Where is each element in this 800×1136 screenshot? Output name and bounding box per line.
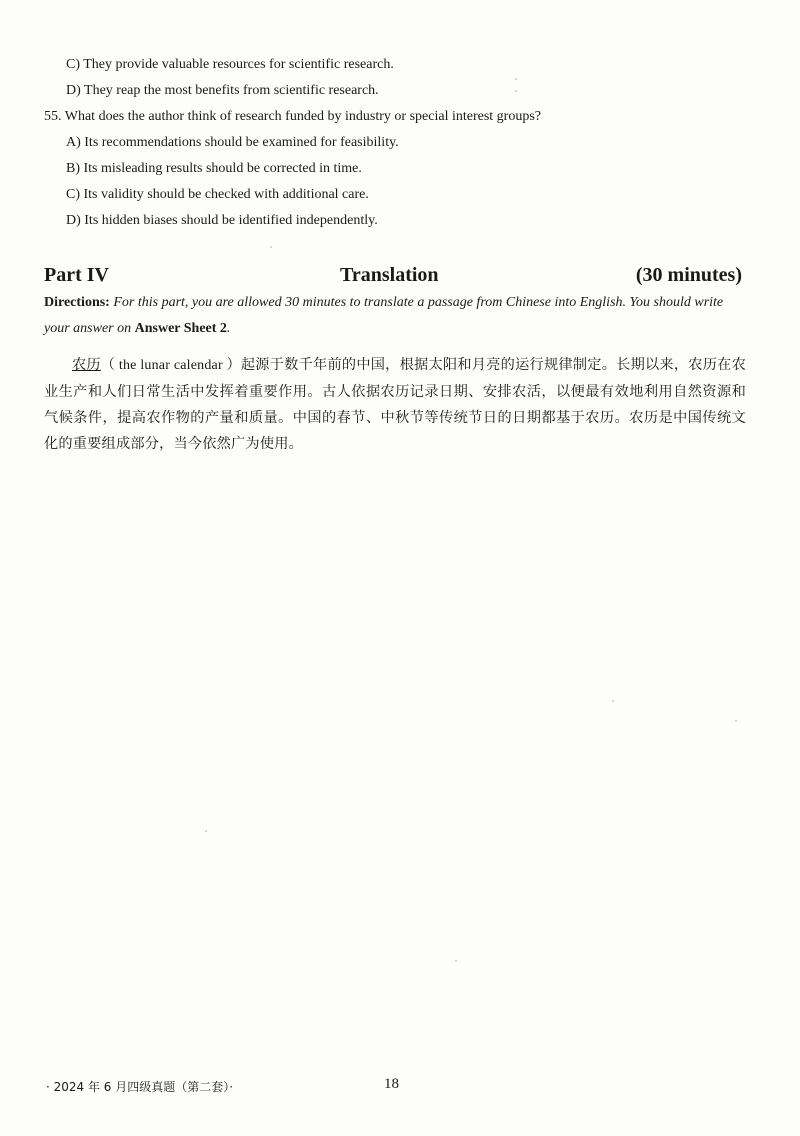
q55-option-c: C) Its validity should be checked with additional care.: [66, 187, 369, 202]
scan-speck: [270, 246, 272, 248]
q55-option-b: B) Its misleading results should be corrected in time.: [66, 161, 362, 176]
directions-end: .: [226, 321, 231, 336]
directions-answer-sheet: Answer Sheet 2: [134, 321, 227, 336]
directions-text: For this part, you are allowed 30 minutes to translate a passage from Chinese into English. You should write your answer on: [44, 295, 724, 336]
scan-speck: [612, 700, 614, 702]
directions: [44, 290, 744, 342]
directions-label: Directions:: [44, 295, 110, 310]
translation-passage: [44, 352, 746, 457]
passage-term-english: （ the lunar calendar ）: [100, 358, 241, 373]
scan-speck: [515, 78, 517, 80]
footer-exam-label: · 2024 年 6 月四级真题（第二套）·: [46, 1080, 234, 1094]
scan-speck: [735, 720, 737, 722]
scan-speck: [515, 90, 517, 92]
q55-stem: 55. What does the author think of research funded by industry or special interest groups?: [44, 109, 541, 124]
q54-option-d: D) They reap the most benefits from scientific research.: [66, 83, 379, 98]
passage-term: 农历: [72, 357, 101, 373]
q55-option-d: D) Its hidden biases should be identified independently.: [66, 213, 378, 228]
scan-speck: [205, 830, 207, 832]
part-label: Part IV: [44, 264, 109, 286]
passage-body: 起源于数千年前的中国，根据太阳和月亮的运行规律制定。长期以来，农历在农业生产和人们日常生活中发挥着重要作用。古人依据农历记录日期、安排农活，以便最有效地利用自然资源和气候条件，提高农作物的产量和质量。中国的春节、中秋节等传统节日的日期都基于农历。农历是中国传统文化的重要组成部分，当今依然广为使用。: [44, 357, 746, 452]
part-heading: [44, 264, 742, 290]
part-time: (30 minutes): [635, 264, 742, 286]
scan-speck: [455, 960, 457, 962]
page-number: 18: [384, 1076, 399, 1092]
q55-option-a: A) Its recommendations should be examined for feasibility.: [66, 135, 399, 150]
part-title: Translation: [340, 264, 439, 286]
q54-option-c: C) They provide valuable resources for scientific research.: [66, 57, 394, 72]
